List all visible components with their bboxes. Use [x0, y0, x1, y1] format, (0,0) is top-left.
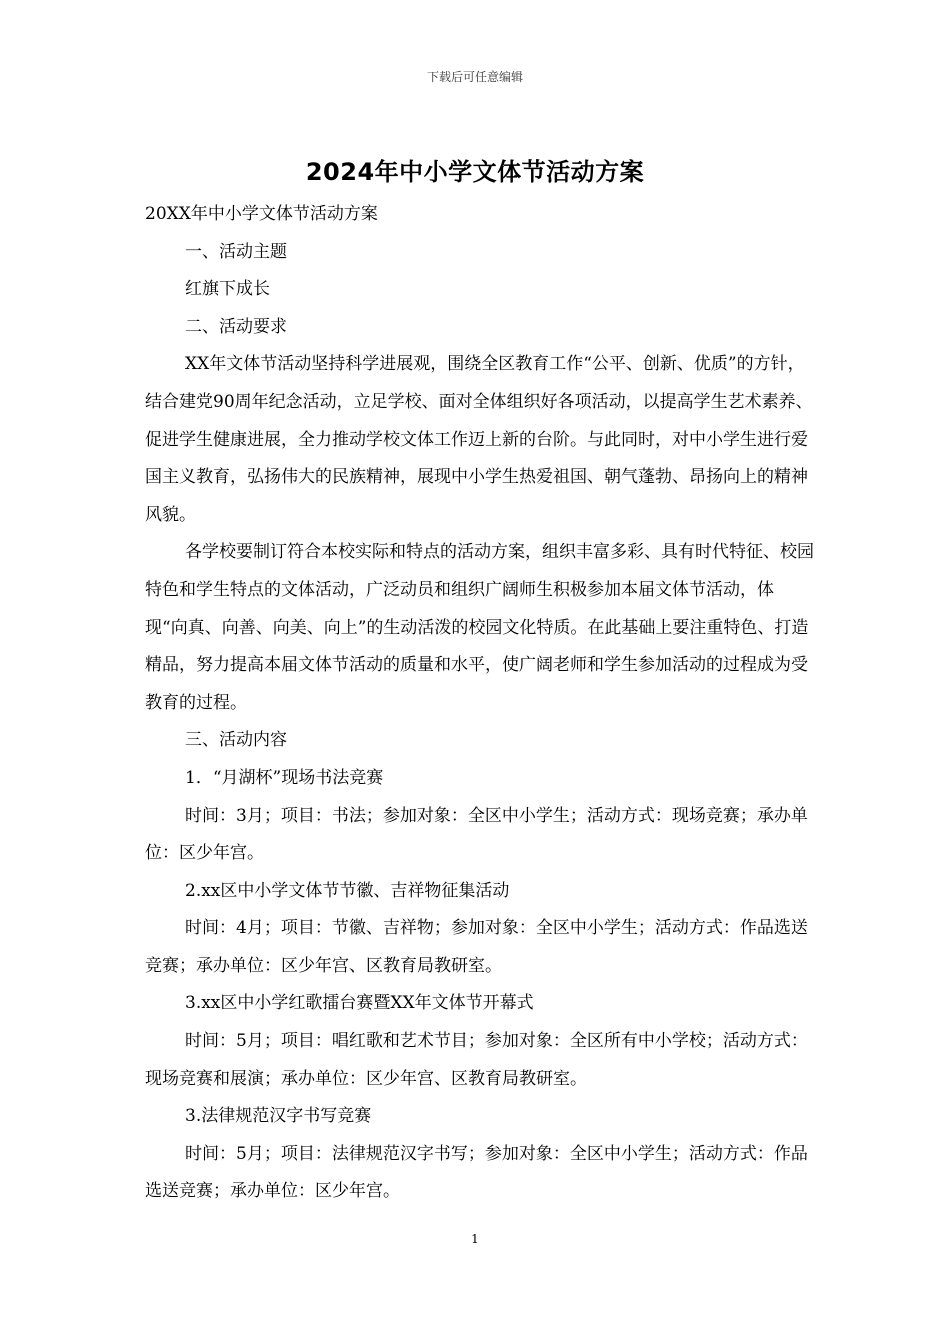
document-title: 2024年中小学文体节活动方案 [305, 158, 645, 186]
paragraph: 时间：5月；项目：法律规范汉字书写；参加对象：全区中小学生；活动方式：作品选送竞赛；承办单位：区少年宫。 [145, 1143, 808, 1202]
section-heading: 二、活动要求 [185, 316, 287, 337]
document-body [145, 196, 815, 1211]
item-heading: 1．“月湖杯”现场书法竞赛 [185, 767, 384, 788]
item-heading: 3.法律规范汉字书写竞赛 [185, 1106, 372, 1127]
page-number: 1 [471, 1232, 479, 1246]
header-note: 下载后可任意编辑 [426, 70, 523, 84]
paragraph: 20XX年中小学文体节活动方案 [145, 204, 378, 224]
item-heading: 2.xx区中小学文体节节徽、吉祥物征集活动 [185, 880, 510, 901]
section-heading: 三、活动内容 [185, 730, 287, 751]
paragraph: 时间：3月；项目：书法；参加对象：全区中小学生；活动方式：现场竞赛；承办单位：区少年宫。 [145, 805, 808, 864]
item-heading: 3.xx区中小学红歌擂台赛暨XX年文体节开幕式 [185, 993, 534, 1014]
paragraph: 时间：4月；项目：节徽、吉祥物；参加对象：全区中小学生；活动方式：作品选送竞赛；承办单位：区少年宫、区教育局教研室。 [145, 918, 808, 976]
section-heading: 一、活动主题 [185, 241, 287, 262]
paragraph: XX年文体节活动坚持科学进展观，围绕全区教育工作“公平、创新、优质”的方针，结合建党90周年纪念活动，立足学校、面对全体组织好各项活动，以提高学生艺术素养、促进学生健康进展，全力推动学校文体工作迈上新的台阶。与此同时，对中小学生进行爱国主义教育，弘扬伟大的民族精神，展现中小学生热爱祖国、朝气蓬勃、昂扬向上的精神风貌。 [145, 354, 813, 525]
paragraph: 红旗下成长 [185, 279, 270, 300]
paragraph: 各学校要制订符合本校实际和特点的活动方案，组织丰富多彩、具有时代特征、校园特色和学生特点的文体活动，广泛动员和组织广阔师生积极参加本届文体节活动，体现“向真、向善、向美、向上”的生动活泼的校园文化特质。在此基础上要注重特色、打造精品，努力提高本届文体节活动的质量和水平，使广阔老师和学生参加活动的过程成为受教育的过程。 [145, 542, 814, 713]
paragraph: 时间：5月；项目：唱红歌和艺术节目；参加对象：全区所有中小学校；活动方式：现场竞赛和展演；承办单位：区少年宫、区教育局教研室。 [145, 1031, 808, 1089]
